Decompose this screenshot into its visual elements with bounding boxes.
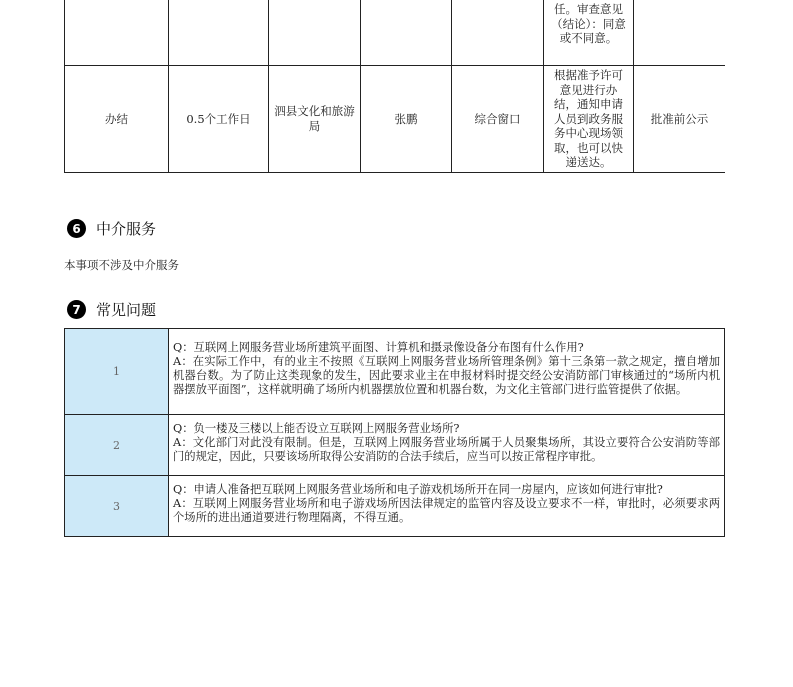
section-title: 中介服务 [96, 220, 157, 238]
section-6-heading [67, 218, 156, 239]
time-limit-cell: 0.5个工作日 [169, 66, 269, 173]
faq-answer: A：文化部门对此没有限制。但是，互联网上网服务营业场所属于人员聚集场所，其设立要符合公安消防等部门的规定，因此，只要该场所取得公安消防的合法手续后，应当可以按正常程序审批。 [173, 435, 720, 463]
position-cell: 综合窗口 [452, 66, 544, 173]
faq-question: Q：互联网上网服务营业场所建筑平面图、计算机和摄录像设备分布图有什么作用? [173, 341, 584, 354]
faq-content [169, 415, 725, 476]
faq-index: 3 [65, 476, 169, 537]
faq-row [65, 476, 725, 537]
faq-question: Q：申请人准备把互联网上网服务营业场所和电子游戏机场所开在同一房屋内，应该如何进行审批? [173, 482, 663, 496]
intermediary-service-text: 本事项不涉及中介服务 [64, 258, 179, 272]
faq-index: 1 [65, 329, 169, 415]
process-table [64, 0, 725, 173]
section-number-badge: 7 [67, 300, 86, 319]
table-row [65, 66, 726, 173]
process-table-container [64, 0, 725, 200]
table-row [65, 0, 726, 66]
faq-content [169, 329, 725, 415]
faq-content [169, 476, 725, 537]
content-cell: 根据准予许可意见进行办结，通知申请人员到政务服务中心现场领取，也可以快递送达。 [544, 66, 634, 173]
faq-question: Q：负一楼及三楼以上能否设立互联网上网服务营业场所? [173, 421, 460, 435]
section-number-badge: 6 [67, 219, 86, 238]
faq-answer: A：在实际工作中，有的业主不按照《互联网上网服务营业场所管理条例》第十三条第一款之规定，擅自增加机器台数。为了防止这类现象的发生，因此要求业主在申报材料时提交经公安消防部门审核通过的“场所内机器摆放平面图”，这样就明确了场所内机器摆放位置和机器台数，为文化主管部门进行监管提供了依据。 [173, 355, 720, 396]
faq-table [64, 328, 725, 537]
faq-row [65, 329, 725, 415]
section-title: 常见问题 [96, 301, 157, 319]
person-cell: 张鹏 [361, 66, 452, 173]
department-cell: 泗县文化和旅游局 [269, 66, 361, 173]
result-cell: 批准前公示 [634, 66, 726, 173]
step-cell: 办结 [65, 66, 169, 173]
faq-answer: A：互联网上网服务营业场所和电子游戏场所因法律规定的监管内容及设立要求不一样，审批时，必须要求两个场所的进出通道要进行物理隔离，不得互通。 [173, 496, 720, 524]
faq-row [65, 415, 725, 476]
faq-index: 2 [65, 415, 169, 476]
review-opinion-cell: 任。审查意见（结论）：同意或不同意。 [544, 0, 634, 66]
section-7-heading [67, 299, 156, 320]
